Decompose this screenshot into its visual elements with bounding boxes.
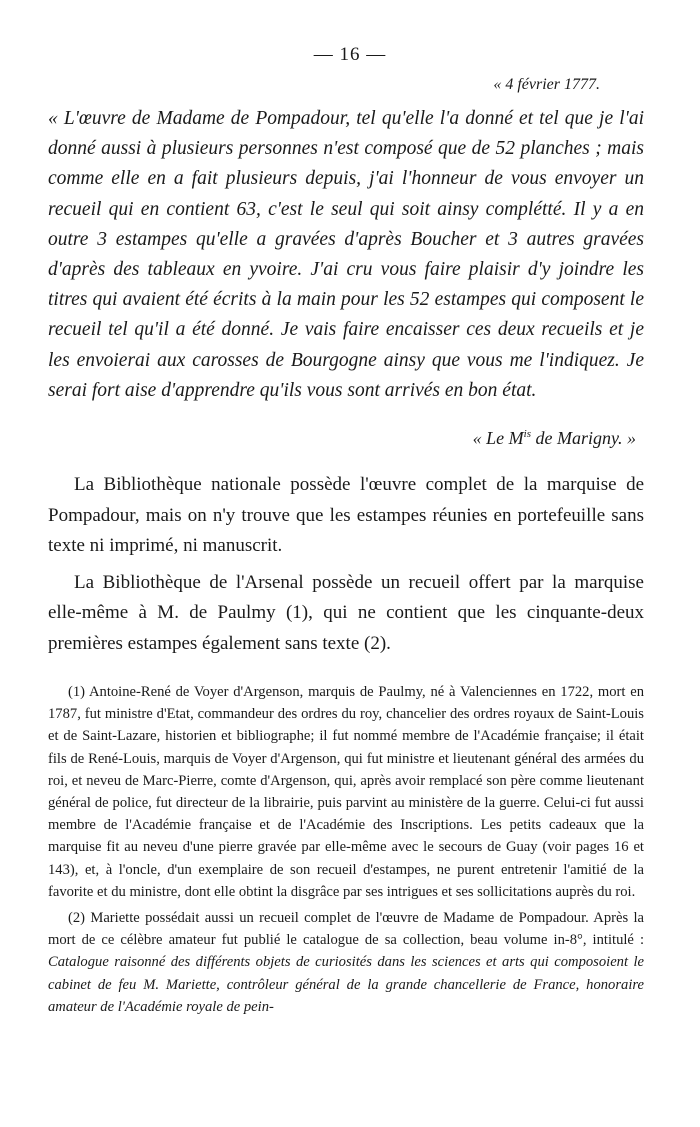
footnotes xyxy=(48,681,644,1022)
body-text xyxy=(48,470,644,665)
letter-date: « 4 février 1777. xyxy=(493,76,600,93)
signature-superscript: is xyxy=(523,428,531,440)
paragraph-bibliotheque-nationale: La Bibliothèque nationale possède l'œuvre complet de la marquise de Pompadour, mais on n'y trouve que les estampes réunies en portefeuille sans texte ni imprimé, ni manuscrit. xyxy=(48,474,644,556)
footnote-1: (1) Antoine-René de Voyer d'Argenson, marquis de Paulmy, né à Valenciennes en 1722, mort en 1787, fut ministre d'Etat, commandeur des ordres du roy, chancelier des ordres royaux de Saint-Louis et de Saint-Lazare, historien et bibliographe; il fut nommé membre de l'Académie française; il était fils de René-Louis, marquis de Voyer d'Argenson, qui fut ministre et lieutenant général des armées du roi, et neveu de Marc-Pierre, comte d'Argenson, qui, après avoir remplacé son père comme lieutenant général de police, fut directeur de la librairie, puis parvint au ministère de la guerre. Celui-ci fut aussi membre de l'Académie française et de l'Académie des Inscriptions. Les petits cadeaux que la marquise fit au neveu d'une pierre gravée par elle-même avec le secours de Guay (voir pages 16 et 143), et, à l'oncle, d'un exemplaire de son recueil d'estampes, ne purent entretenir l'amitié de la favorite et du ministre, dont elle obtint la disgrâce par ses intrigues et ses sollicitations auprès du roi. xyxy=(48,684,644,900)
footnote-2-text: (2) Mariette possédait aussi un recueil complet de l'œuvre de Madame de Pompadour. Après la mort de ce célèbre amateur fut publié le catalogue de sa collection, beau volume in-8°, intitulé : xyxy=(48,910,644,949)
letter-signature xyxy=(473,428,636,449)
signature-name: de Marigny. » xyxy=(531,428,636,448)
signature-prefix: « Le M xyxy=(472,428,524,448)
paragraph-bibliotheque-arsenal: La Bibliothèque de l'Arsenal possède un recueil offert par la marquise elle-même à M. de Paulmy (1), qui ne contient que les cinquante-deux premières estampes également sans texte (2). xyxy=(48,571,644,654)
footnote-2-catalogue-title: Catalogue raisonné des différents objets de curiosités dans les sciences et arts qui composoient le cabinet de feu M. Mariette, contrôleur général de la grande chancellerie de France, honoraire amateur de l'Académie royale de pein- xyxy=(48,954,644,1015)
letter-text: « L'œuvre de Madame de Pompadour, tel qu'elle l'a donné et tel que je l'ai donné aussi à plusieurs personnes n'est composé que de 52 planches ; mais comme elle en a fait plusieurs depuis, j'ai l'honneur de vous envoyer un recueil qui en contient 63, c'est le seul qui soit ainsy complétté. Il y a en outre 3 estampes qu'elle a gravées d'après Boucher et 3 autres gravées d'après des tableaux en yvoire. J'ai cru vous faire plaisir d'y joindre les titres qui avaient été écrits à la main pour les 52 estampes qui composent le recueil tel qu'il a été donné. Je vais faire encaisser ces deux recueils et je les envoierai aux carosses de Bourgogne ainsy que vous me l'indiquez. Je serai fort aise d'apprendre qu'ils vous sont arrivés en bon état. xyxy=(48,108,644,401)
letter-quote xyxy=(48,104,644,406)
footnote-2 xyxy=(48,907,644,1018)
page-number: — 16 — xyxy=(313,44,387,65)
